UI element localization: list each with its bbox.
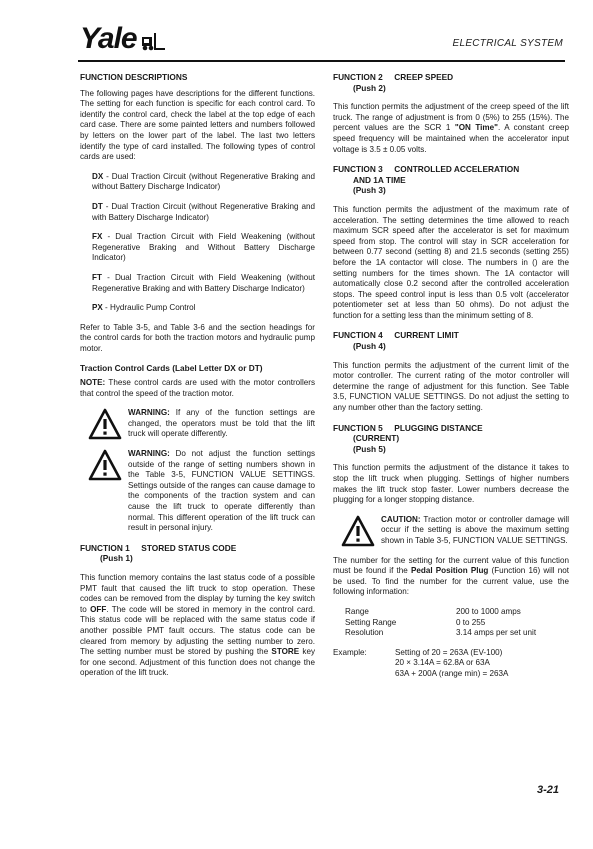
example-block xyxy=(333,648,569,680)
function-5-paragraph: This function permits the adjustment of the distance it takes to stop the lift truck when plugging. Settings of higher numbers makes the lift truck stop faster. Lower numbers decrease the plugging for a longer stopping distance. xyxy=(333,463,569,505)
example-label: Example: xyxy=(333,647,367,657)
table-row: Setting Range 0 to 255 xyxy=(345,617,486,627)
warning-text: If any of the function settings are changed, the operators must be told that the lift truck will operate differently. xyxy=(128,408,315,439)
function-2-paragraph: This function permits the adjustment of the creep speed of the lift truck. The range of adjustment is from 0 (5%) to 255 (15%). The percent values are the SCR 1 "ON Time". A constant creep speed frequency will be maintained when the accelerator input voltage is 3.5 ± 0.05 volts. xyxy=(333,102,570,154)
caution-text: Traction motor or controller damage will occur if the setting is above the maximum setting shown in Table 3-5, FUNCTION VALUE SETTINGS. xyxy=(381,514,569,545)
traction-control-heading: Traction Control Cards (Label Letter DX or DT) xyxy=(80,363,263,374)
example-line: 63A + 200A (range min) = 263A xyxy=(395,668,509,678)
warning-triangle-icon xyxy=(88,449,122,481)
example-line: Setting of 20 = 263A (EV-100) xyxy=(395,647,503,657)
logo-text: Yale xyxy=(80,22,137,55)
store-keyword: STORE xyxy=(271,647,300,657)
card-type-ft xyxy=(80,273,315,294)
note-label: NOTE: xyxy=(80,378,106,388)
function-descriptions-heading: FUNCTION DESCRIPTIONS xyxy=(80,72,188,82)
function-5-push: (Push 5) xyxy=(353,443,386,454)
pedal-position-plug-keyword: Pedal Position Plug xyxy=(410,566,489,576)
table-row: Resolution 3.14 amps per set unit xyxy=(345,628,537,638)
card-type-px xyxy=(80,303,315,314)
yale-logo xyxy=(80,22,166,55)
section-title: ELECTRICAL SYSTEM xyxy=(452,38,563,49)
page-number: 3-21 xyxy=(536,784,559,796)
card-code: DT xyxy=(92,201,103,211)
header-rule xyxy=(78,60,565,62)
forklift-icon xyxy=(140,33,166,51)
card-description: - Dual Traction Circuit with Field Weakening (without Regenerative Braking and Without Battery Discharge Indicator) xyxy=(92,232,315,263)
card-code: FX xyxy=(92,232,103,242)
intro-paragraph: The following pages have descriptions for the different functions. The setting for each function is specific for each control card. To identify the control card, check the label at the top edge of each card case. There are some painted letters and numbers followed by letters on the lower part of the label. The last two letters identify the type of card installed. The following types of control cards are used: xyxy=(80,88,315,162)
warning-label: WARNING: xyxy=(128,449,170,459)
caution-box xyxy=(333,515,569,547)
function-3-push: (Push 3) xyxy=(353,185,386,196)
function-1-subheading: (Push 1) xyxy=(100,553,133,564)
card-description: - Hydraulic Pump Control xyxy=(102,303,196,313)
example-line: 20 × 3.14A = 62.8A or 63A xyxy=(395,658,490,668)
function-3-subheading: AND 1A TIME xyxy=(353,174,406,185)
function-5-paragraph-2: The number for the setting for the current value of this function must be found if the Pedal Position Plug (Function 16) will not be used. To find the number for the current value, use the following information: xyxy=(333,555,569,597)
function-4-heading: FUNCTION 4 CURRENT LIMIT xyxy=(333,330,459,341)
card-code: DX xyxy=(92,171,104,181)
card-description: - Dual Traction Circuit (without Regenerative Braking and without Battery Discharge Indicator) xyxy=(92,171,315,192)
note-text: These control cards are used with the motor controllers that control the speed of the traction motor. xyxy=(80,378,315,398)
function-3-paragraph: This function permits the adjustment of the maximum rate of acceleration. The setting determines the time allowed to reach maximum SCR speed after the accelerator is set for maximum speed from stop. The control will stay in SCR acceleration for between 0.77 second (setting 8) and 21.5 seconds (setting 255) before the 1A contactor will close. The numbers in () are the setting numbers for the times shown. The 1A contactor will automatically close 0.2 second after the controlled acceleration stops. The speed control input is less than 0.5 volt (accelerator potentiometer set at less than 50 ohms). Do not adjust the function for a setting less than the minimum setting of 8. xyxy=(333,204,569,320)
warning-text: Do not adjust the function settings outside of the range of setting numbers shown in the Table 3-5, FUNCTION VALUE SETTINGS. Settings outside of the ranges can cause damage to the components of the traction system and can cause the lift truck to operate differently than normal. This different operation of the lift truck can result in personal injury. xyxy=(128,449,315,533)
card-type-fx xyxy=(80,232,315,264)
function-4-subheading: (Push 4) xyxy=(353,341,386,352)
on-time-keyword: "ON Time" xyxy=(454,123,498,133)
right-column xyxy=(333,72,569,680)
caution-label: CAUTION: xyxy=(381,514,421,524)
function-4-paragraph: This function permits the adjustment of the current limit of the motor controller. The current rating of the motor controller will determine the range of adjustment for this function. See Table 3.5, FUNCTION VALUE SETTINGS. Do not adjust the setting to any number other than the factory setting. xyxy=(333,360,569,413)
table-row: Range 200 to 1000 amps xyxy=(345,606,521,616)
function-2-heading: FUNCTION 2 CREEP SPEED xyxy=(333,72,454,82)
card-type-dt xyxy=(80,202,315,223)
caution-triangle-icon xyxy=(341,515,375,547)
function-1-heading: FUNCTION 1 STORED STATUS CODE xyxy=(80,542,237,553)
warning-triangle-icon xyxy=(88,408,122,440)
function-2-subheading: (Push 2) xyxy=(353,82,386,93)
function-1-paragraph: This function memory contains the last status code of a possible PMT fault that caused the lift truck to stop operation. These codes can be removed from the display by turning the key switch to OFF. The code will be stored in memory in the control card. This status code will be replaced with the same status code if another possible PMT fault occurs. The status code can be cleared from memory by adjusting the setting number to zero. The setting number must be stored by pushing the STORE key for one second. Adjustment of this function does not change the operation of the lift truck. xyxy=(80,572,315,678)
card-description: - Dual Traction Circuit with Field Weakening (without Regenerative Braking and with Battery Discharge Indicator) xyxy=(92,272,315,293)
warning-2 xyxy=(80,449,315,534)
function-3-heading: FUNCTION 3 CONTROLLED ACCELERATION xyxy=(333,164,520,175)
off-keyword: OFF xyxy=(90,604,107,614)
card-type-dx xyxy=(80,172,315,193)
card-description: - Dual Traction Circuit (without Regenerative Braking and with Battery Discharge Indicator) xyxy=(92,201,315,222)
function-5-subheading: (CURRENT) xyxy=(353,433,400,444)
function-5-heading: FUNCTION 5 PLUGGING DISTANCE xyxy=(333,422,483,433)
warning-1 xyxy=(80,408,315,440)
warning-label: WARNING: xyxy=(128,408,170,418)
card-code: PX xyxy=(92,303,103,313)
refer-paragraph: Refer to Table 3-5, and Table 3-6 and the section headings for the control cards for both the traction motors and hydraulic pump motor. xyxy=(80,322,315,353)
current-value-table xyxy=(345,607,569,639)
note-paragraph xyxy=(80,378,315,399)
card-code: FT xyxy=(92,272,102,282)
left-column xyxy=(80,72,315,688)
